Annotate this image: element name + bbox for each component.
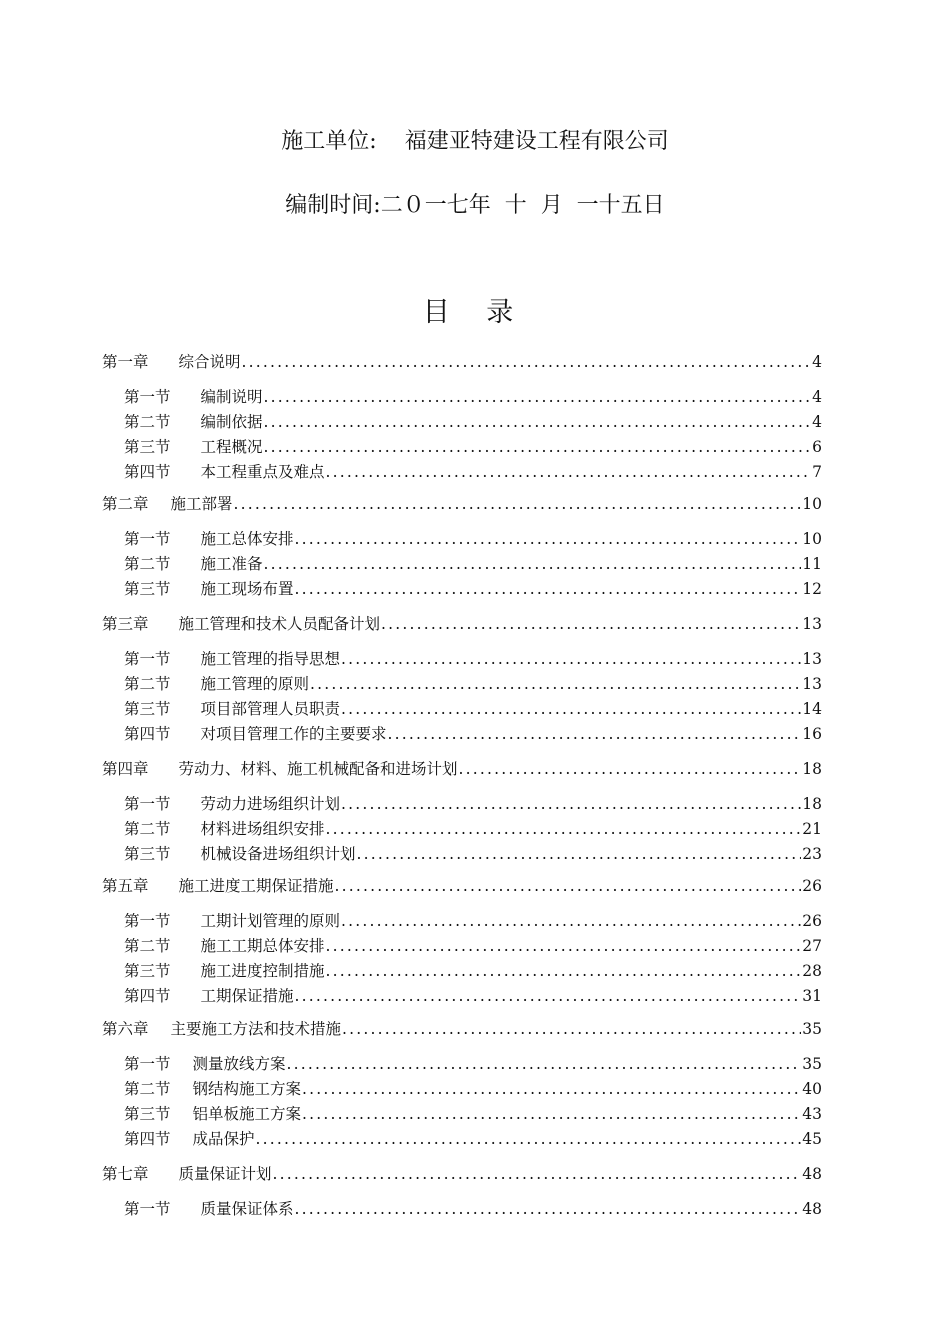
toc-section-entry-dot-leader	[295, 1199, 802, 1219]
toc-section-entry-number: 第一节	[124, 1200, 171, 1218]
toc-section-entry[interactable]	[124, 1079, 822, 1099]
toc-section-entry-number: 第一节	[124, 912, 171, 930]
toc-section-entry-title: 测量放线方案	[192, 1055, 286, 1073]
toc-section-entry-page-number: 13	[802, 675, 822, 693]
toc-chapter-entry-dot-leader	[459, 759, 802, 779]
toc-section-entry-dot-leader	[326, 936, 802, 956]
toc-section-entry[interactable]	[124, 699, 822, 719]
toc-section-entry-title: 施工进度控制措施	[200, 962, 325, 980]
toc-section-entry-dot-leader	[287, 1054, 802, 1074]
toc-section-entry-dot-leader	[264, 437, 812, 457]
toc-section-entry-dot-leader	[295, 579, 802, 599]
toc-section-entry-title: 本工程重点及难点	[200, 463, 325, 481]
toc-section-entry-title: 施工工期总体安排	[200, 937, 325, 955]
toc-section-entry-page-number: 21	[802, 820, 822, 838]
toc-section-entry-dot-leader	[326, 462, 812, 482]
toc-section-entry-page-number: 12	[802, 580, 822, 598]
toc-section-entry-page-number: 23	[802, 845, 822, 863]
toc-section-entry[interactable]	[124, 1054, 822, 1074]
toc-section-entry-title: 工期计划管理的原则	[200, 912, 341, 930]
toc-section-entry[interactable]	[124, 529, 822, 549]
toc-section-entry-number: 第三节	[124, 700, 171, 718]
toc-section-entry-number: 第四节	[124, 1130, 171, 1148]
toc-section-entry-number: 第四节	[124, 463, 171, 481]
toc-section-entry-page-number: 6	[812, 438, 822, 456]
toc-section-entry-number: 第二节	[124, 555, 171, 573]
toc-section-entry-dot-leader	[357, 844, 802, 864]
toc-section-entry-number: 第一节	[124, 530, 171, 548]
compile-date-line	[0, 188, 950, 219]
toc-section-entry-page-number: 18	[802, 795, 822, 813]
toc-section-entry[interactable]	[124, 986, 822, 1006]
toc-chapter-entry-number: 第一章	[102, 353, 149, 371]
toc-section-entry-number: 第四节	[124, 987, 171, 1005]
toc-section-entry-dot-leader	[326, 819, 802, 839]
toc-section-entry-dot-leader	[326, 961, 802, 981]
toc-chapter-entry-dot-leader	[273, 1164, 802, 1184]
construction-unit-line	[0, 124, 950, 155]
toc-section-entry-title: 项目部管理人员职责	[200, 700, 341, 718]
toc-section-entry-dot-leader	[388, 724, 802, 744]
toc-section-entry-page-number: 7	[812, 463, 822, 481]
toc-chapter-entry-title: 施工部署	[170, 495, 233, 513]
toc-chapter-entry-dot-leader	[234, 494, 802, 514]
toc-section-entry[interactable]	[124, 936, 822, 956]
toc-chapter-entry-dot-leader	[242, 352, 812, 372]
toc-section-entry-page-number: 11	[802, 555, 822, 573]
toc-section-entry-page-number: 27	[802, 937, 822, 955]
toc-section-entry[interactable]	[124, 579, 822, 599]
toc-section-entry-page-number: 4	[812, 388, 822, 406]
toc-section-entry-title: 编制依据	[200, 413, 263, 431]
toc-section-entry-number: 第三节	[124, 438, 171, 456]
toc-chapter-entry[interactable]	[102, 1164, 822, 1184]
toc-section-entry-dot-leader	[264, 387, 812, 407]
toc-section-entry[interactable]	[124, 1199, 822, 1219]
toc-section-entry[interactable]	[124, 437, 822, 457]
toc-chapter-entry[interactable]	[102, 352, 822, 372]
toc-chapter-entry-number: 第二章	[102, 495, 149, 513]
toc-section-entry-number: 第三节	[124, 580, 171, 598]
toc-section-entry-title: 机械设备进场组织计划	[200, 845, 356, 863]
toc-section-entry-page-number: 16	[802, 725, 822, 743]
toc-section-entry-title: 劳动力进场组织计划	[200, 795, 341, 813]
construction-unit-label: 施工单位:	[281, 129, 377, 154]
toc-chapter-entry-title: 劳动力、材料、施工机械配备和进场计划	[178, 760, 458, 778]
toc-section-entry-title: 工期保证措施	[200, 987, 294, 1005]
toc-section-entry-title: 对项目管理工作的主要要求	[200, 725, 387, 743]
toc-section-entry-number: 第二节	[124, 675, 171, 693]
toc-chapter-entry[interactable]	[102, 759, 822, 779]
toc-section-entry-title: 施工管理的原则	[200, 675, 310, 693]
toc-section-entry-page-number: 14	[802, 700, 822, 718]
toc-section-entry-page-number: 26	[802, 912, 822, 930]
toc-section-entry-number: 第三节	[124, 845, 171, 863]
toc-section-entry-title: 施工管理的指导思想	[200, 650, 341, 668]
toc-section-entry[interactable]	[124, 724, 822, 744]
toc-section-entry-page-number: 4	[812, 413, 822, 431]
toc-chapter-entry-number: 第六章	[102, 1020, 149, 1038]
toc-section-entry-page-number: 40	[802, 1080, 822, 1098]
toc-section-entry-number: 第三节	[124, 962, 171, 980]
toc-section-entry-number: 第一节	[124, 795, 171, 813]
toc-chapter-entry-number: 第五章	[102, 877, 149, 895]
toc-section-entry-title: 施工总体安排	[200, 530, 294, 548]
toc-section-entry[interactable]	[124, 387, 822, 407]
toc-section-entry-page-number: 45	[802, 1130, 822, 1148]
toc-section-entry-title: 成品保护	[192, 1130, 255, 1148]
toc-chapter-entry-dot-leader	[335, 876, 802, 896]
toc-section-entry-title: 工程概况	[200, 438, 263, 456]
toc-section-entry-dot-leader	[341, 699, 801, 719]
toc-section-entry-title: 施工现场布置	[200, 580, 294, 598]
toc-section-entry[interactable]	[124, 1129, 822, 1149]
toc-section-entry-number: 第二节	[124, 413, 171, 431]
toc-chapter-entry-page-number: 35	[802, 1020, 822, 1038]
toc-section-entry-number: 第二节	[124, 1080, 171, 1098]
toc-section-entry-number: 第一节	[124, 1055, 171, 1073]
toc-chapter-entry-number: 第七章	[102, 1165, 149, 1183]
toc-section-entry[interactable]	[124, 819, 822, 839]
toc-section-entry[interactable]	[124, 794, 822, 814]
toc-section-entry-page-number: 31	[802, 987, 822, 1005]
toc-section-entry-dot-leader	[310, 674, 801, 694]
toc-section-entry-dot-leader	[264, 554, 802, 574]
toc-chapter-entry-title: 质量保证计划	[178, 1165, 272, 1183]
toc-chapter-entry-page-number: 26	[802, 877, 822, 895]
toc-chapter-entry-title: 施工进度工期保证措施	[178, 877, 334, 895]
toc-chapter-entry[interactable]	[102, 876, 822, 896]
toc-chapter-entry-page-number: 18	[802, 760, 822, 778]
toc-section-entry-page-number: 13	[802, 650, 822, 668]
toc-section-entry[interactable]	[124, 961, 822, 981]
toc-chapter-entry-dot-leader	[381, 614, 801, 634]
toc-section-entry-page-number: 28	[802, 962, 822, 980]
toc-chapter-entry-number: 第三章	[102, 615, 149, 633]
toc-section-entry-number: 第四节	[124, 725, 171, 743]
toc-section-entry-dot-leader	[302, 1104, 801, 1124]
toc-section-entry[interactable]	[124, 1104, 822, 1124]
toc-section-entry-page-number: 10	[802, 530, 822, 548]
toc-section-entry[interactable]	[124, 554, 822, 574]
toc-section-entry-number: 第二节	[124, 937, 171, 955]
toc-section-entry-title: 编制说明	[200, 388, 263, 406]
toc-title: 目 录	[422, 297, 528, 328]
toc-section-entry[interactable]	[124, 844, 822, 864]
toc-section-entry-dot-leader	[341, 794, 801, 814]
toc-chapter-entry-page-number: 10	[802, 495, 822, 513]
toc-section-entry[interactable]	[124, 412, 822, 432]
toc-chapter-entry-page-number: 13	[802, 615, 822, 633]
toc-section-entry-dot-leader	[341, 911, 801, 931]
toc-chapter-entry[interactable]	[102, 614, 822, 634]
toc-section-entry[interactable]	[124, 674, 822, 694]
toc-section-entry-title: 施工准备	[200, 555, 263, 573]
toc-section-entry-dot-leader	[256, 1129, 802, 1149]
compile-date-value: 二０一七年 十 月 一十五日	[380, 193, 665, 218]
toc-section-entry-page-number: 43	[802, 1105, 822, 1123]
toc-section-entry-number: 第三节	[124, 1105, 171, 1123]
toc-chapter-entry-title: 主要施工方法和技术措施	[170, 1020, 342, 1038]
toc-chapter-entry[interactable]	[102, 494, 822, 514]
toc-section-entry[interactable]	[124, 911, 822, 931]
toc-section-entry-page-number: 48	[802, 1200, 822, 1218]
toc-section-entry-number: 第一节	[124, 650, 171, 668]
toc-section-entry-dot-leader	[264, 412, 812, 432]
toc-section-entry-title: 钢结构施工方案	[192, 1080, 302, 1098]
construction-unit-name: 福建亚特建设工程有限公司	[404, 129, 669, 154]
toc-section-entry-title: 材料进场组织安排	[200, 820, 325, 838]
toc-section-entry-dot-leader	[295, 986, 802, 1006]
toc-chapter-entry-dot-leader	[342, 1019, 801, 1039]
toc-section-entry-dot-leader	[295, 529, 802, 549]
toc-section-entry[interactable]	[124, 649, 822, 669]
toc-section-entry-page-number: 35	[802, 1055, 822, 1073]
toc-chapter-entry-title: 综合说明	[178, 353, 241, 371]
toc-section-entry-number: 第一节	[124, 388, 171, 406]
toc-chapter-entry-title: 施工管理和技术人员配备计划	[178, 615, 381, 633]
toc-chapter-entry[interactable]	[102, 1019, 822, 1039]
toc-section-entry-title: 质量保证体系	[200, 1200, 294, 1218]
toc-section-entry-number: 第二节	[124, 820, 171, 838]
toc-section-entry-dot-leader	[341, 649, 801, 669]
toc-chapter-entry-page-number: 4	[812, 353, 822, 371]
toc-section-entry-title: 铝单板施工方案	[192, 1105, 302, 1123]
toc-section-entry[interactable]	[124, 462, 822, 482]
compile-date-label: 编制时间:	[285, 193, 381, 218]
toc-section-entry-dot-leader	[302, 1079, 801, 1099]
toc-chapter-entry-number: 第四章	[102, 760, 149, 778]
toc-chapter-entry-page-number: 48	[802, 1165, 822, 1183]
